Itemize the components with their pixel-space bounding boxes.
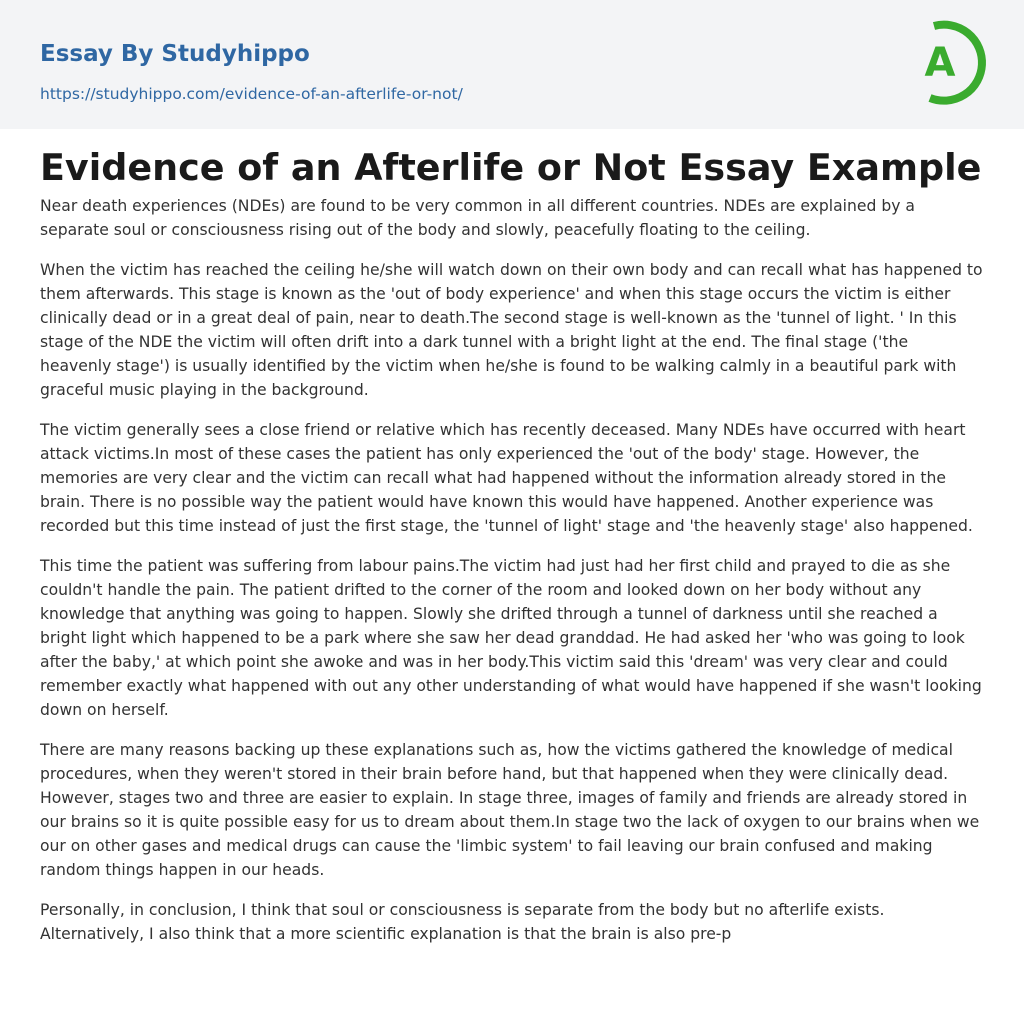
essay-paragraph: This time the patient was suffering from labour pains.The victim had just had her first child and prayed to die as she couldn't handle the pain. The patient drifted to the corner of the room and looked down on her body without any knowledge that anything was going to happen. Slowly she drifted through a tunnel of darkness until she reached a bright light which happened to be a park where she saw her dead granddad. He had asked her 'who was going to look after the baby,' at which point she awoke and was in her body.This victim said this 'dream' was very clear and could remember exactly what happened with out any other understanding of what would have happened if she wasn't looking down on herself. — [40, 557, 982, 719]
essay-paragraph: Personally, in conclusion, I think that soul or consciousness is separate from the body but no afterlife exists. Alternatively, I also think that a more scientific explanation is that the brain is also pre-p — [40, 901, 885, 943]
essay-url-link[interactable]: https://studyhippo.com/evidence-of-an-afterlife-or-not/ — [40, 85, 463, 103]
essay-paragraph: Near death experiences (NDEs) are found to be very common in all different countries. NDEs are explained by a separate soul or consciousness rising out of the body and slowly, peacefully floating to the ceiling. — [40, 197, 915, 239]
brand-title[interactable]: Essay By Studyhippo — [40, 41, 310, 67]
essay-paragraph: When the victim has reached the ceiling he/she will watch down on their own body and can recall what has happened to them afterwards. This stage is known as the 'out of body experience' and when this stage occurs the victim is either clinically dead or in a great deal of pain, near to death.The second stage is well-known as the 'tunnel of light. ' In this stage of the NDE the victim will often drift into a dark tunnel with a bright light at the end. The final stage ('the heavenly stage') is usually identified by the victim when he/she is found to be walking calmly in a beautiful park with graceful music playing in the background. — [40, 261, 983, 399]
essay-paragraph: The victim generally sees a close friend or relative which has recently deceased. Many NDEs have occurred with heart attack victims.In most of these cases the patient has only experienced the 'out of the body' stage. However, the memories are very clear and the victim can recall what had happened without the information already stored in the brain. There is no possible way the patient would have known this would have happened. Another experience was recorded but this time instead of just the first stage, the 'tunnel of light' stage and 'the heavenly stage' also happened. — [40, 421, 973, 535]
logo-letter: A — [924, 40, 956, 86]
page-title: Evidence of an Afterlife or Not Essay Example — [40, 146, 982, 189]
essay-body — [40, 194, 984, 962]
essay-paragraph: There are many reasons backing up these explanations such as, how the victims gathered the knowledge of medical procedures, when they weren't stored in their brain before hand, but that happened when they were clinically dead. However, stages two and three are easier to explain. In stage three, images of family and friends are already stored in our brains so it is quite possible easy for us to dream about them.In stage two the lack of oxygen to our brains when we our on other gases and medical drugs can cause the 'limbic system' to fail leaving our brain confused and making random things happen in our heads. — [40, 741, 980, 879]
